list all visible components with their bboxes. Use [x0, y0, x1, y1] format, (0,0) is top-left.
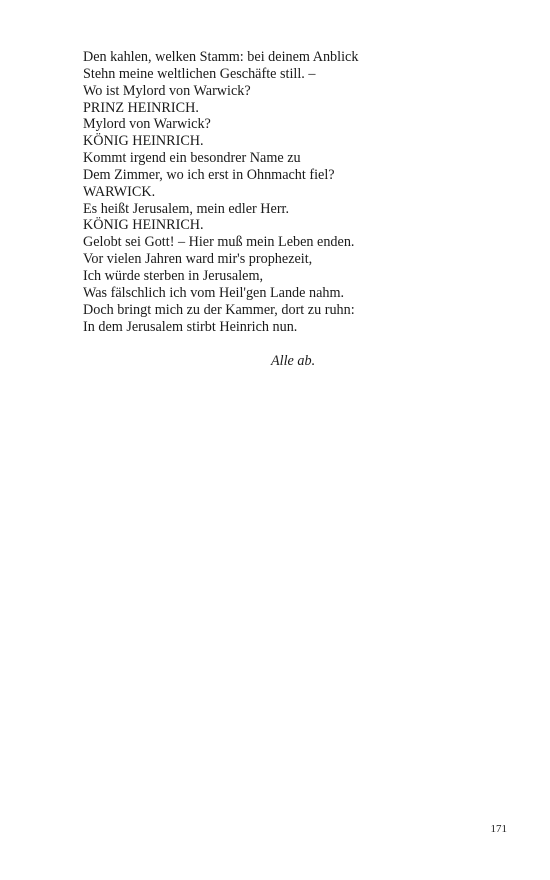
- stage-direction: Alle ab.: [271, 353, 316, 369]
- speaker-name: PRINZ HEINRICH.: [83, 99, 199, 116]
- verse-line: Gelobt sei Gott! – Hier muß mein Leben enden.: [83, 234, 355, 251]
- speaker-name: WARWICK.: [83, 183, 156, 200]
- speaker-name: KÖNIG HEINRICH.: [83, 217, 204, 234]
- verse-line: Dem Zimmer, wo ich erst in Ohnmacht fiel?: [83, 166, 335, 183]
- verse-line: Vor vielen Jahren ward mir's prophezeit,: [83, 251, 313, 268]
- verse-line: Den kahlen, welken Stamm: bei deinem Anblick: [83, 49, 359, 65]
- verse-line: Es heißt Jerusalem, mein edler Herr.: [83, 200, 290, 217]
- verse-line: Doch bringt mich zu der Kammer, dort zu ruhn:: [83, 301, 355, 318]
- page-number: 171: [490, 823, 507, 835]
- verse-line: Was fälschlich ich vom Heil'gen Lande nahm.: [83, 284, 345, 301]
- verse-line: Wo ist Mylord von Warwick?: [83, 82, 251, 99]
- verse-line: Ich würde sterben in Jerusalem,: [83, 267, 264, 284]
- play-text: [83, 49, 503, 335]
- verse-line: Stehn meine weltlichen Geschäfte still. –: [83, 65, 316, 82]
- verse-line: Kommt irgend ein besondrer Name zu: [83, 150, 301, 167]
- verse-line: Mylord von Warwick?: [83, 116, 211, 133]
- verse-line: In dem Jerusalem stirbt Heinrich nun.: [83, 318, 298, 335]
- speaker-name: KÖNIG HEINRICH.: [83, 133, 204, 150]
